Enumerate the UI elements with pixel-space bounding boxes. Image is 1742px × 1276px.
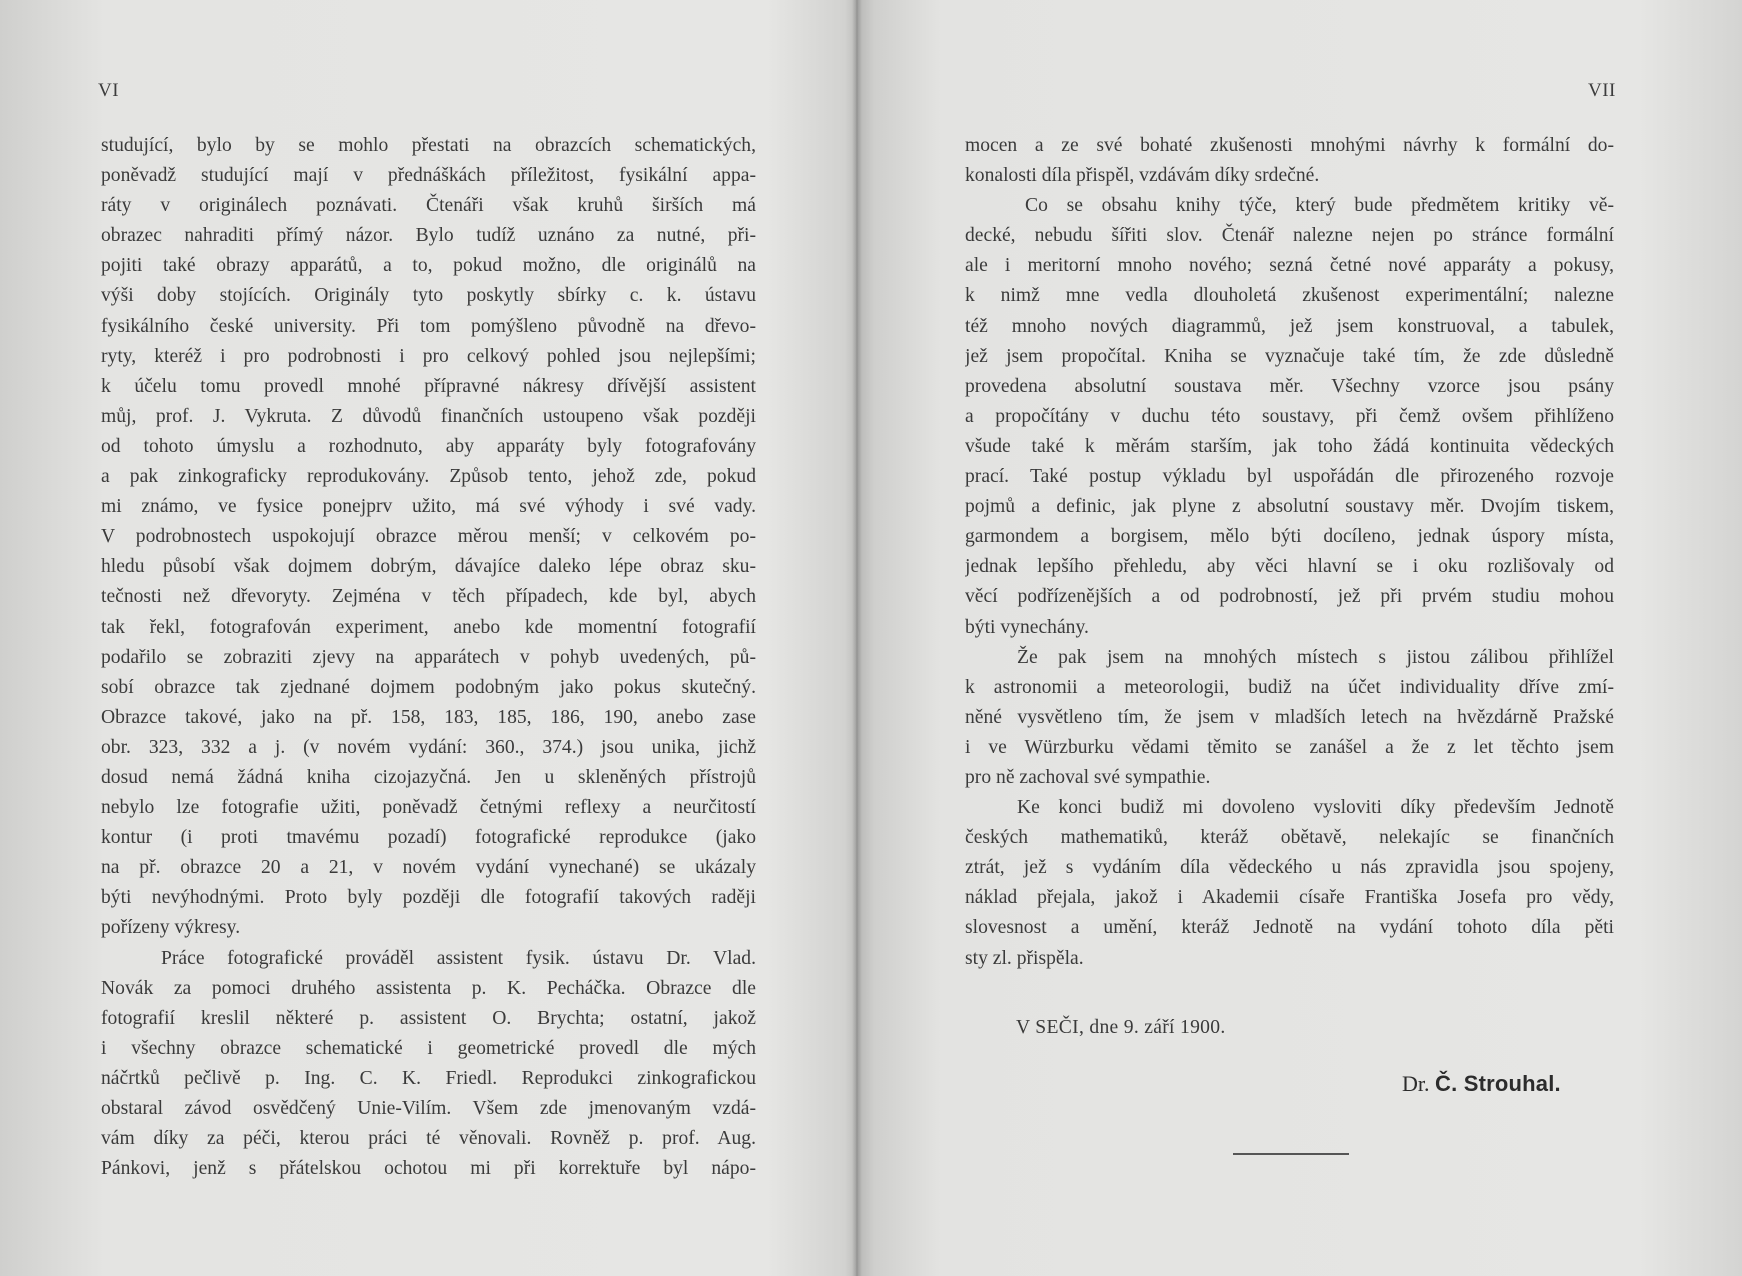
text-line: prací. Také postup výkladu byl uspořádán dle přirozeného rozvoje	[965, 466, 1614, 488]
text-line: sobí obrazce tak zjednané dojmem podobným jako pokus skutečný.	[101, 676, 756, 698]
text-line: i všechny obrazce schematické i geometrické provedl dle mých	[101, 1037, 756, 1059]
text-line: podařilo se zobraziti zjevy na apparátech v pohyb uvedených, pů-	[101, 646, 756, 668]
text-line: býti nevýhodnými. Proto byly později dle fotografií takových raději	[101, 887, 756, 909]
text-line: slovesnost a umění, kteráž Jednotě na vydání tohoto díla pěti	[965, 917, 1614, 939]
text-line: náčrtků pečlivě p. Ing. C. K. Friedl. Reprodukci zinkografickou	[101, 1067, 756, 1089]
text-line: sty zl. přispěla.	[965, 947, 1084, 969]
text-line: všude také k měrám starším, jak toho žádá kontinuita vědeckých	[965, 435, 1614, 457]
page-number-left: VI	[98, 80, 120, 101]
text-line: konalosti díla přispěl, vzdávám díky srdečné.	[965, 165, 1320, 187]
text-line: mocen a ze své bohaté zkušenosti mnohými návrhy k formální do-	[965, 135, 1614, 156]
text-line: na př. obrazce 20 a 21, v novém vydání vynechané) se ukázaly	[101, 857, 756, 879]
text-line: vám díky za péči, kterou práci té věnovali. Rovněž p. prof. Aug.	[101, 1128, 756, 1150]
text-line: k účelu tomu provedl mnohé přípravné nákresy dřívější assistent	[101, 375, 756, 397]
text-line: studující, bylo by se mohlo přestati na obrazcích schematických,	[101, 135, 756, 156]
text-line: i ve Würzburku vědami těmito se zanášel a že z let těchto jsem	[965, 736, 1614, 758]
right-page-text	[965, 131, 1614, 974]
text-line: pojiti také obrazy apparátů, a to, pokud možno, dle originálů na	[101, 255, 756, 277]
text-line: jednak lepšího přehledu, aby věci hlavní se i oku rozlišovaly od	[965, 556, 1614, 578]
text-line: pro ně zachoval své sympathie.	[965, 766, 1211, 788]
text-line: pojmů a definic, jak plyne z absolutní soustavy měr. Dvojím tiskem,	[965, 496, 1614, 518]
signature-title: Dr.	[1402, 1071, 1430, 1096]
text-line: výši doby stojících. Originály tyto poskytly sbírky c. k. ústavu	[101, 285, 756, 307]
text-line: tečnosti než dřevoryty. Zejména v těch případech, kde byl, abych	[101, 586, 756, 608]
text-line: náklad přejala, jakož i Akademii císaře Františka Josefa pro vědy,	[965, 887, 1614, 909]
closing-rule	[1233, 1153, 1349, 1155]
text-line: obstaral závod osvědčený Unie-Vilím. Všem zde jmenovaným vzdá-	[101, 1098, 756, 1119]
text-line: býti vynechány.	[965, 616, 1089, 638]
text-line: decké, nebudu šířiti slov. Čtenář nalezne nejen po stránce formální	[965, 225, 1614, 247]
text-line: k astronomii a meteorologii, budiž na účet individuality dříve zmí-	[965, 676, 1614, 698]
text-line: od tohoto úmyslu a rozhodnuto, aby apparáty byly fotografovány	[101, 435, 756, 457]
text-line: a propočítány v duchu této soustavy, při čemž ovšem přihlíženo	[965, 405, 1614, 427]
text-line: provedena absolutní soustava měr. Všechny vzorce jsou psány	[965, 375, 1614, 397]
text-line: Pánkovi, jenž s přátelskou ochotou mi při korrektuře byl nápo-	[101, 1158, 756, 1180]
text-line: k nimž mne vedla dlouholetá zkušenost experimentální; nalezne	[965, 285, 1614, 307]
text-line: Práce fotografické prováděl assistent fysik. ústavu Dr. Vlad.	[161, 947, 756, 969]
text-line: V podrobnostech uspokojují obrazce měrou menší; v celkovém po-	[101, 526, 756, 548]
text-line: fotografií kreslil některé p. assistent O. Brychta; ostatní, jakož	[101, 1007, 756, 1029]
book-gutter	[852, 0, 862, 1276]
text-line: Obrazce takové, jako na př. 158, 183, 185, 186, 190, anebo zase	[101, 706, 756, 728]
text-line: obrazec nahraditi přímý názor. Bylo tudíž uznáno za nutné, při-	[101, 225, 756, 247]
text-line: ryty, kteréž i pro podrobnosti i pro celkový pohled jsou nejlepšími;	[101, 345, 756, 367]
text-line: Co se obsahu knihy týče, který bude předmětem kritiky vě-	[1025, 195, 1614, 217]
text-line: českých mathematiků, kteráž obětavě, nelekajíc se finančních	[965, 827, 1614, 849]
text-line: dosud nemá žádná kniha cizojazyčná. Jen u skleněných přístrojů	[101, 766, 756, 788]
text-line: Novák za pomoci druhého assistenta p. K. Pecháčka. Obrazce dle	[101, 977, 756, 999]
text-line: jež jsem propočítal. Kniha se vyznačuje také tím, že zde důsledně	[965, 345, 1614, 367]
text-line: poněvadž studující mají v přednáškách příležitost, fysikální appa-	[101, 165, 756, 187]
text-line: ztrát, jež s vydáním díla vědeckého u nás zpravidla jsou spojeny,	[965, 857, 1614, 879]
right-page	[862, 0, 1742, 1276]
text-line: něné vysvětleno tím, že jsem v mladších letech na hvězdárně Pražské	[965, 706, 1614, 728]
text-line: též mnoho nových diagrammů, jež jsem konstruoval, a tabulek,	[965, 315, 1614, 337]
text-line: tak řekl, fotografován experiment, anebo kde momentní fotografií	[101, 616, 756, 638]
page-number-right: VII	[1588, 80, 1616, 101]
text-line: ráty v originálech poznávati. Čtenáři však kruhů širších má	[101, 195, 756, 217]
text-line: kontur (i proti tmavému pozadí) fotografické reprodukce (jako	[101, 827, 756, 849]
text-line: garmondem a borgisem, mělo býti docíleno, jednak úspory místa,	[965, 526, 1614, 548]
text-line: Že pak jsem na mnohých místech s jistou zálibou přihlížel	[1017, 646, 1614, 668]
text-line: věcí podřízenějších a od podrobností, jež při prvém studiu mohou	[965, 586, 1614, 608]
text-line: můj, prof. J. Vykruta. Z důvodů finančních ustoupeno však později	[101, 405, 756, 427]
text-line: obr. 323, 332 a j. (v novém vydání: 360., 374.) jsou unika, jichž	[101, 736, 756, 758]
text-line: a pak zinkograficky reprodukovány. Způsob tento, jehož zde, pokud	[101, 466, 756, 488]
text-line: hledu působí však dojmem dobrým, dávajíce daleko lépe obraz sku-	[101, 556, 756, 578]
signature	[1402, 1071, 1561, 1097]
text-line: Ke konci budiž mi dovoleno vysloviti díky především Jednotě	[1017, 797, 1614, 819]
left-page	[0, 0, 852, 1276]
left-page-text	[101, 131, 756, 1184]
text-line: ale i meritorní mnoho nového; sezná četné nové apparáty a pokusy,	[965, 255, 1614, 277]
text-line: mi známo, ve fysice ponejprv užito, má své výhody i své vady.	[101, 496, 756, 518]
signature-name: Č. Strouhal.	[1435, 1071, 1561, 1096]
text-line: pořízeny výkresy.	[101, 917, 241, 939]
text-line: fysikálního české university. Při tom pomýšleno původně na dřevo-	[101, 315, 756, 337]
date-line: V SEČI, dne 9. září 1900.	[1016, 1017, 1226, 1038]
text-line: nebylo lze fotografie užiti, poněvadž četnými reflexy a neurčitostí	[101, 797, 756, 819]
